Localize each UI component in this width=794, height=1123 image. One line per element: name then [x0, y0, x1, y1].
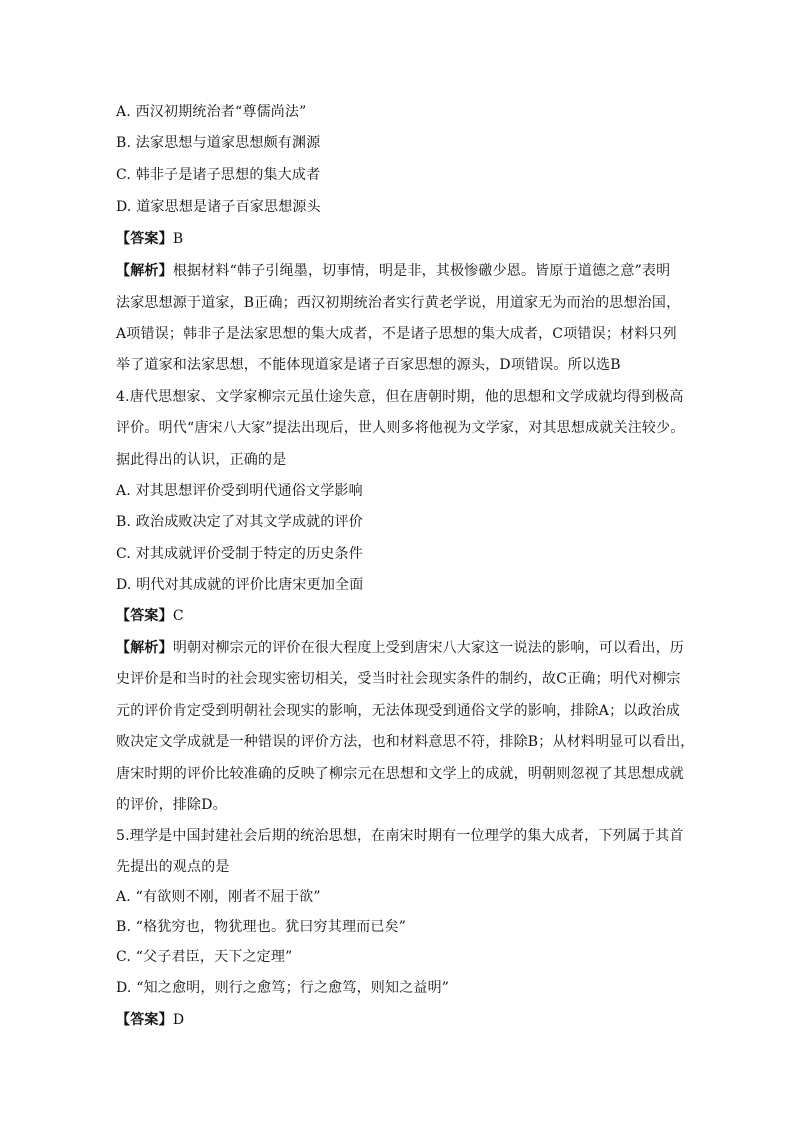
q5-option-c: C. “父子君臣，天下之定理”: [116, 949, 293, 965]
q4-option-b: B. 政治成败决定了对其文学成就的评价: [116, 514, 363, 530]
q4-answer: [116, 607, 184, 625]
q3-option-b: B. 法家思想与道家思想颇有渊源: [116, 135, 321, 151]
q4-stem-line: 4.唐代思想家、文学家柳宗元虽仕途失意，但在唐朝时期，他的思想和文学成就均得到极高: [116, 389, 684, 405]
answer-value: D: [172, 1012, 185, 1028]
analysis-text: 明朝对柳宗元的评价在很大程度上受到唐宋八大家这一说法的影响，可以看出，历: [172, 640, 685, 656]
q3-analysis-line: 法家思想源于道家，B正确；西汉初期统治者实行黄老学说，用道家无为而治的思想治国，: [116, 295, 681, 311]
q4-analysis-line: 败决定文学成就是一种错误的评价方法，也和材料意思不符，排除B；从材料明显可以看出，: [116, 734, 695, 750]
q4-analysis-line: 的评价，排除D。: [116, 797, 227, 813]
q4-stem-line: 据此得出的认识，正确的是: [116, 452, 287, 468]
q3-analysis-line: 举了道家和法家思想，不能体现道家是诸子百家思想的源头，D项错误。所以选B: [116, 357, 621, 373]
q5-stem-line: 5.理学是中国封建社会后期的统治思想，在南宋时期有一位理学的集大成者，下列属于其首: [116, 828, 684, 844]
q4-option-d: D. 明代对其成就的评价比唐宋更加全面: [116, 577, 364, 593]
q3-answer: [116, 230, 183, 248]
answer-tag: 【答案】: [116, 608, 173, 624]
analysis-tag: 【解析】: [116, 263, 173, 279]
q4-option-a: A. 对其思想评价受到明代通俗文学影响: [116, 483, 363, 499]
q3-analysis-line: [116, 262, 670, 280]
q4-option-c: C. 对其成就评价受制于特定的历史条件: [116, 546, 363, 562]
answer-value: C: [172, 608, 184, 624]
q5-stem-line: 先提出的观点的是: [116, 859, 230, 875]
q3-option-a: A. 西汉初期统治者“尊儒尚法”: [116, 104, 307, 120]
answer-tag: 【答案】: [116, 231, 173, 247]
q5-option-a: A. “有欲则不刚，刚者不屈于欲”: [116, 889, 321, 905]
q3-option-c: C. 韩非子是诸子思想的集大成者: [116, 167, 321, 183]
analysis-tag: 【解析】: [116, 640, 173, 656]
analysis-text: 根据材料“韩子引绳墨，切事情，明是非，其极惨礉少恩。皆原于道德之意”表明: [172, 263, 671, 279]
q4-analysis-line: 唐宋时期的评价比较准确的反映了柳宗元在思想和文学上的成就，明朝则忽视了其思想成就: [116, 766, 684, 782]
answer-value: B: [172, 231, 184, 247]
q3-option-d: D. 道家思想是诸子百家思想源头: [116, 199, 321, 215]
q5-option-d: D. “知之愈明，则行之愈笃；行之愈笃，则知之益明”: [116, 980, 450, 996]
q5-option-b: B. “格犹穷也，物犹理也。犹曰穷其理而已矣”: [116, 919, 407, 935]
answer-tag: 【答案】: [116, 1012, 173, 1028]
q4-analysis-line: [116, 639, 684, 657]
q4-stem-line: 评价。明代“唐宋八大家”提法出现后，世人则多将他视为文学家，对其思想成就关注较少。: [116, 420, 685, 436]
q3-analysis-line: A项错误；韩非子是法家思想的集大成者，不是诸子思想的集大成者，C项错误；材料只列: [116, 326, 677, 342]
q5-answer: [116, 1011, 184, 1029]
q4-analysis-line: 史评价是和当时的社会现实密切相关，受当时社会现实条件的制约，故C正确；明代对柳宗: [116, 671, 681, 687]
q4-analysis-line: 元的评价肯定受到明朝社会现实的影响，无法体现受到通俗文学的影响，排除A；以政治成: [116, 703, 681, 719]
